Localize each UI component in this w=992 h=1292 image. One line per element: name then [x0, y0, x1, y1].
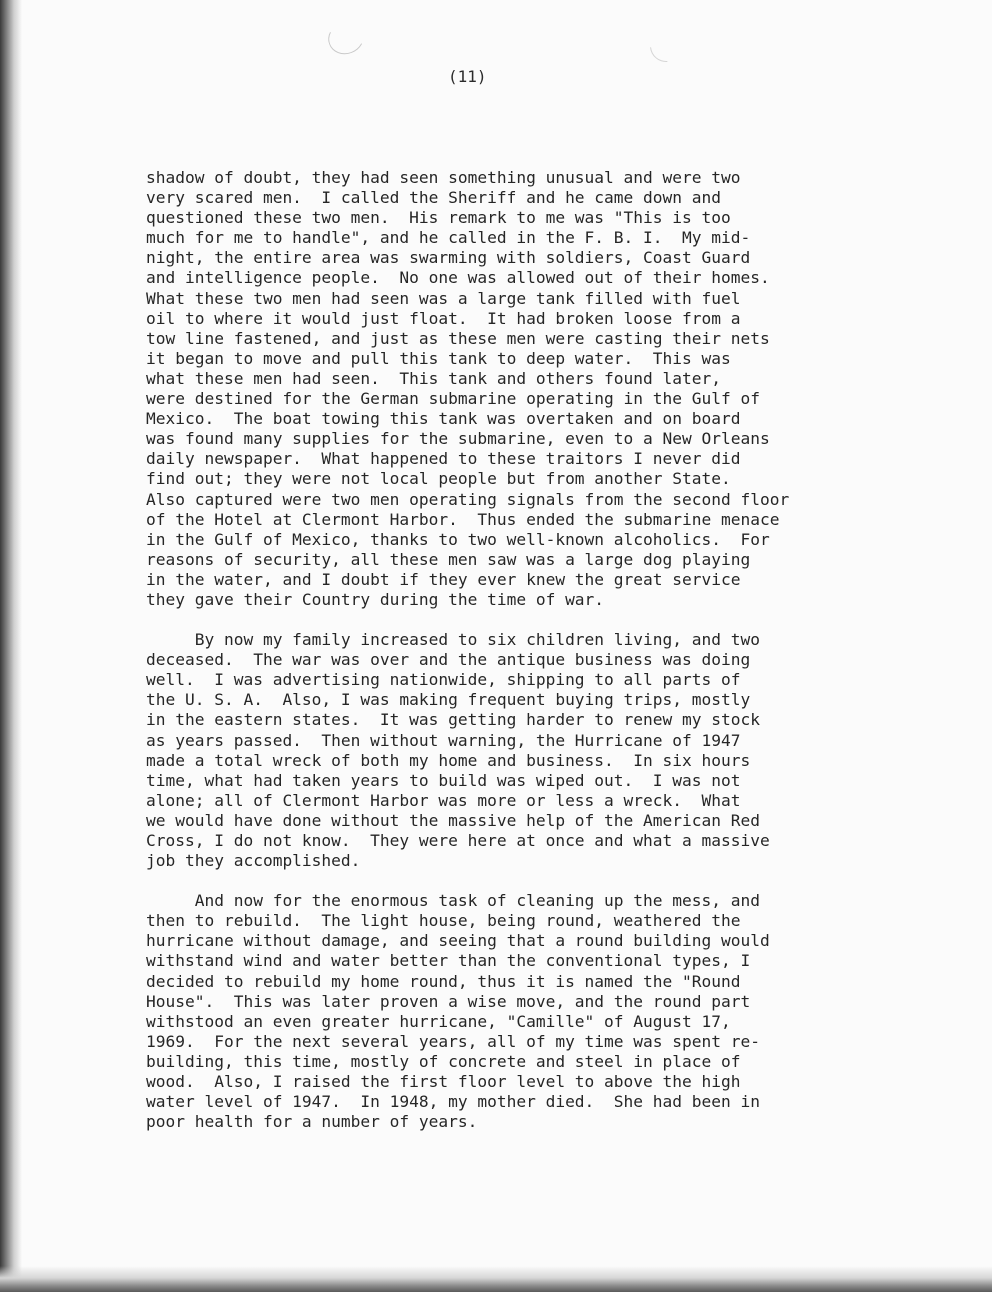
text-line: water level of 1947. In 1948, my mother died. She had been in — [146, 1092, 760, 1112]
body-text — [146, 168, 966, 1132]
text-line: made a total wreck of both my home and business. In six hours — [146, 750, 751, 770]
text-line: in the eastern states. It was getting harder to renew my stock — [146, 710, 760, 730]
page-number: (11) — [448, 67, 487, 86]
paragraph — [146, 630, 966, 871]
scan-mark — [324, 17, 369, 59]
text-line: shadow of doubt, they had seen something unusual and were two — [146, 168, 741, 187]
text-line: Mexico. The boat towing this tank was overtaken and on board — [146, 409, 741, 429]
text-line: very scared men. I called the Sheriff and he came down and — [146, 188, 721, 208]
text-line: find out; they were not local people but from another State. — [146, 469, 731, 489]
text-line: in the Gulf of Mexico, thanks to two well-known alcoholics. For — [146, 529, 770, 549]
text-line: then to rebuild. The light house, being round, weathered the — [146, 911, 741, 931]
text-line: alone; all of Clermont Harbor was more or less a wreck. What — [146, 790, 741, 810]
text-line: Also captured were two men operating signals from the second floor — [146, 489, 790, 509]
text-line: decided to rebuild my home round, thus it is named the "Round — [146, 971, 741, 991]
text-line: we would have done without the massive help of the American Red — [146, 810, 760, 830]
text-line: By now my family increased to six children living, and two — [146, 630, 760, 650]
scan-edge-left — [0, 0, 22, 1292]
text-line: it began to move and pull this tank to deep water. This was — [146, 348, 731, 368]
text-line: questioned these two men. His remark to me was "This is too — [146, 208, 731, 228]
text-line: 1969. For the next several years, all of my time was spent re- — [146, 1031, 760, 1051]
text-line: of the Hotel at Clermont Harbor. Thus ended the submarine menace — [146, 509, 780, 529]
text-line: tow line fastened, and just as these men were casting their nets — [146, 328, 770, 348]
text-line: were destined for the German submarine operating in the Gulf of — [146, 389, 760, 409]
text-line: was found many supplies for the submarine, even to a New Orleans — [146, 429, 770, 449]
text-line: reasons of security, all these men saw was a large dog playing — [146, 549, 751, 569]
text-line: oil to where it would just float. It had broken loose from a — [146, 308, 741, 328]
text-line: withstood an even greater hurricane, "Camille" of August 17, — [146, 1011, 731, 1031]
text-line: as years passed. Then without warning, the Hurricane of 1947 — [146, 730, 741, 750]
text-line: poor health for a number of years. — [146, 1112, 478, 1132]
text-line: they gave their Country during the time of war. — [146, 589, 605, 609]
text-line: and intelligence people. No one was allowed out of their homes. — [146, 268, 770, 288]
paragraph — [146, 891, 966, 1132]
text-line: hurricane without damage, and seeing that a round building would — [146, 931, 770, 951]
text-line: withstand wind and water better than the conventional types, I — [146, 951, 751, 971]
text-line: time, what had taken years to build was wiped out. I was not — [146, 770, 741, 790]
text-line: deceased. The war was over and the antique business was doing — [146, 650, 751, 670]
paragraph — [146, 168, 966, 610]
text-line: daily newspaper. What happened to these traitors I never did — [146, 449, 741, 469]
text-line: night, the entire area was swarming with soldiers, Coast Guard — [146, 248, 751, 268]
text-line: And now for the enormous task of cleaning up the mess, and — [146, 891, 760, 911]
text-line: House". This was later proven a wise move, and the round part — [146, 991, 751, 1011]
scan-edge-bottom — [0, 1266, 992, 1292]
text-line: the U. S. A. Also, I was making frequent buying trips, mostly — [146, 690, 751, 710]
scan-mark — [643, 23, 688, 68]
text-line: wood. Also, I raised the first floor level to above the high — [146, 1072, 741, 1092]
text-line: building, this time, mostly of concrete and steel in place of — [146, 1051, 741, 1071]
text-line: What these two men had seen was a large tank filled with fuel — [146, 288, 741, 308]
text-line: job they accomplished. — [146, 851, 361, 871]
text-line: what these men had seen. This tank and others found later, — [146, 368, 721, 388]
text-line: in the water, and I doubt if they ever knew the great service — [146, 569, 741, 589]
text-line: well. I was advertising nationwide, shipping to all parts of — [146, 670, 741, 690]
text-line: much for me to handle", and he called in the F. B. I. My mid- — [146, 228, 751, 248]
text-line: Cross, I do not know. They were here at once and what a massive — [146, 831, 770, 850]
